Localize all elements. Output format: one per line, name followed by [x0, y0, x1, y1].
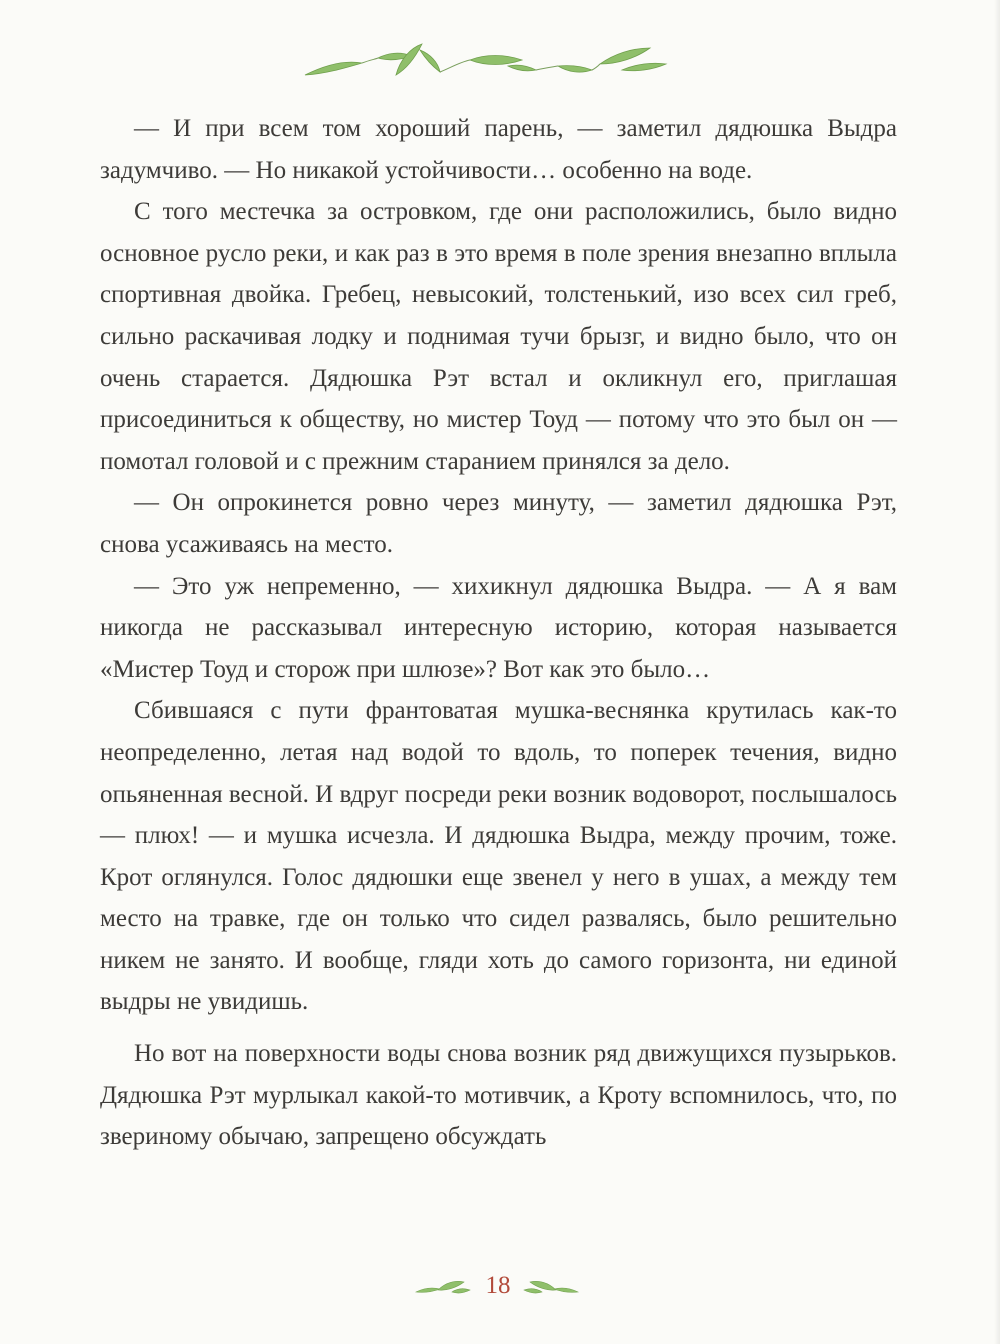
paragraph: С того местечка за островком, где они расположились, было видно основное русло реки, и как раз в это время в поле зрения внезапно вплыла спортивная двойка. Гребец, невысокий, толстенький, изо всех сил греб, сильно раскачивая лодку и поднимая тучи брызг, и видно было, что он очень старается. Дядюшка Рэт встал и окликнул его, приглашая присоединиться к обществу, но мистер Тоуд — потому что это был он — помотал головой и с прежним старанием принялся за дело.: [100, 198, 897, 475]
paragraph: — Он опрокинется ровно через минуту, — заметил дядюшка Рэт, снова усаживаясь на место.: [100, 489, 897, 558]
page-edge-shadow: [994, 0, 1000, 1344]
paragraph: Сбившаяся с пути франтоватая мушка-веснянка крутилась как-то неопределенно, летая над водой то вдоль, то поперек течения, видно опьяненная весной. И вдруг посреди реки возник водоворот, послышалось — плюх! — и мушка исчезла. И дядюшка Выдра, между прочим, тоже. Крот оглянулся. Голос дядюшки еще звенел у него в ушах, а между тем место на травке, где он только что сидел развалясь, было решительно никем не занято. И вообще, гляди хоть до самого горизонта, ни единой выдры не увидишь.: [100, 697, 897, 1016]
leaf-ornament-right-icon: [522, 1272, 582, 1302]
page-footer: [0, 1268, 1000, 1308]
page-number: 18: [485, 1272, 511, 1299]
leaf-vine-ornament-icon: [300, 30, 680, 90]
body-text: [100, 108, 897, 1158]
paragraph: — И при всем том хороший парень, — заметил дядюшка Выдра задумчиво. — Но никакой устойчивости… особенно на воде.: [100, 115, 897, 184]
paragraph: Но вот на поверхности воды снова возник ряд движущихся пузырьков. Дядюшка Рэт мурлыкал какой-то мотивчик, а Кроту вспомнилось, что, по звериному обычаю, запрещено обсуждать: [100, 1040, 897, 1151]
paragraph: — Это уж непременно, — хихикнул дядюшка Выдра. — А я вам никогда не рассказывал интересную историю, которая называется «Мистер Тоуд и сторож при шлюзе»? Вот как это было…: [100, 572, 897, 683]
leaf-ornament-left-icon: [412, 1272, 472, 1302]
